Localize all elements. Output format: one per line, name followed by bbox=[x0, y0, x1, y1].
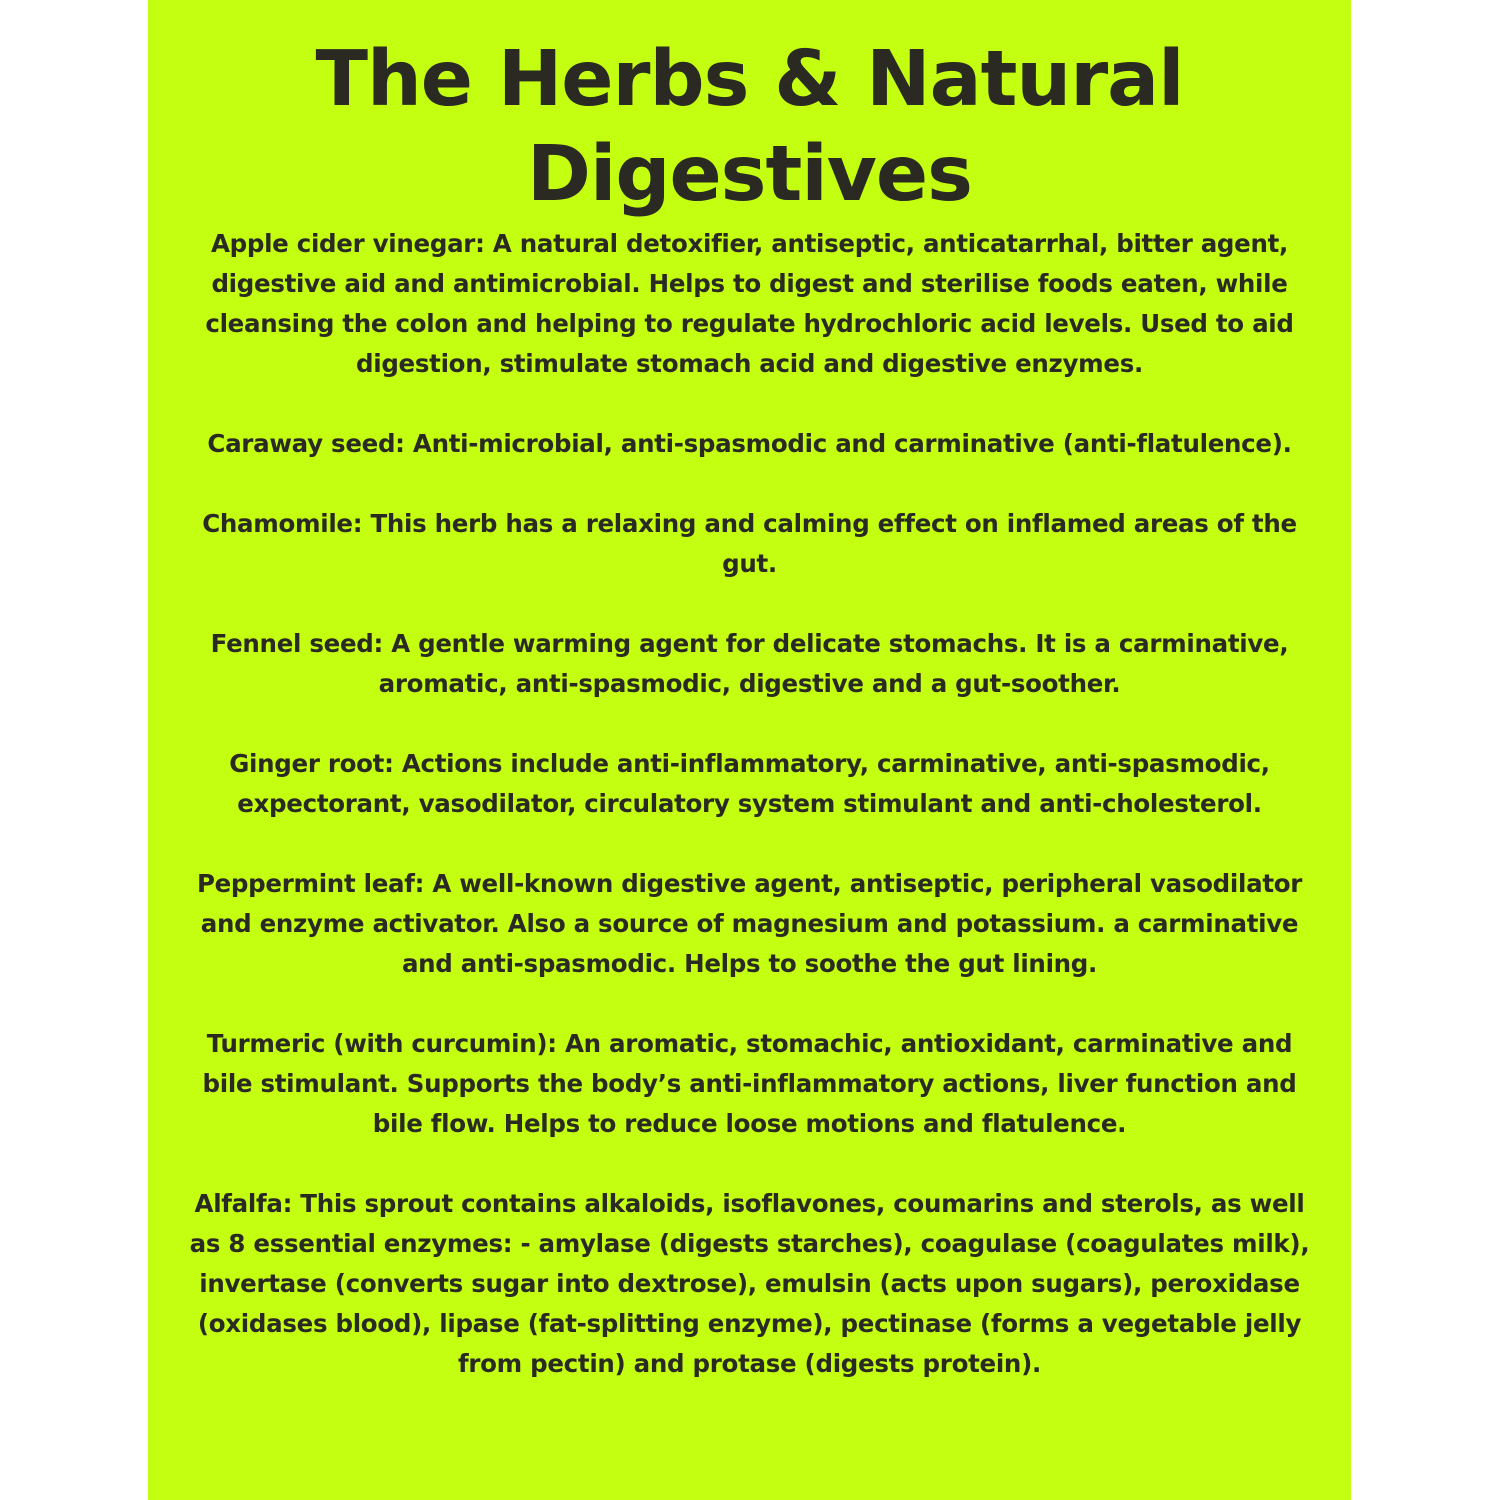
herb-entry-ginger-root: Ginger root: Actions include anti-inflammatory, carminative, anti-spasmodic, expectorant, vasodilator, circulatory system stimulant and anti-cholesterol. bbox=[229, 749, 1270, 818]
herb-entry-turmeric: Turmeric (with curcumin): An aromatic, stomachic, antioxidant, carminative and bile stimulant. Supports the body’s anti-inflammatory actions, liver function and bile flow. Helps to reduce loose motions and flatulence. bbox=[202, 1029, 1297, 1138]
herb-entry-peppermint-leaf: Peppermint leaf: A well-known digestive agent, antiseptic, peripheral vasodilator and enzyme activator. Also a source of magnesium and potassium. a carminative and anti-spasmodic. Helps to soothe the gut lining. bbox=[196, 869, 1303, 978]
herb-entry-apple-cider-vinegar: Apple cider vinegar: A natural detoxifier, antiseptic, anticatarrhal, bitter agent, digestive aid and antimicrobial. Helps to digest and sterilise foods eaten, while cleansing the colon and helping to regulate hydrochloric acid levels. Used to aid digestion, stimulate stomach acid and digestive enzymes. bbox=[205, 229, 1294, 378]
title-line-1: The Herbs & Natural bbox=[315, 35, 1184, 124]
herb-entry-caraway-seed: Caraway seed: Anti-microbial, anti-spasmodic and carminative (anti-flatulence). bbox=[207, 429, 1292, 458]
herb-list bbox=[148, 224, 1351, 1384]
herb-entry-chamomile: Chamomile: This herb has a relaxing and calming effect on inflamed areas of the gut. bbox=[202, 509, 1297, 578]
page-title bbox=[148, 0, 1351, 222]
document-page bbox=[148, 0, 1351, 1500]
title-line-2: Digestives bbox=[527, 130, 972, 219]
herb-entry-fennel-seed: Fennel seed: A gentle warming agent for delicate stomachs. It is a carminative, aromatic, anti-spasmodic, digestive and a gut-soother. bbox=[210, 629, 1289, 698]
herb-entry-alfalfa: Alfalfa: This sprout contains alkaloids, isoflavones, coumarins and sterols, as well as 8 essential enzymes: - amylase (digests starches), coagulase (coagulates milk), invertase (converts sugar into dextrose), emulsin (acts upon sugars), peroxidase (oxidases blood), lipase (fat-splitting enzyme), pectinase (forms a vegetable jelly from pectin) and protase (digests protein). bbox=[189, 1189, 1310, 1378]
